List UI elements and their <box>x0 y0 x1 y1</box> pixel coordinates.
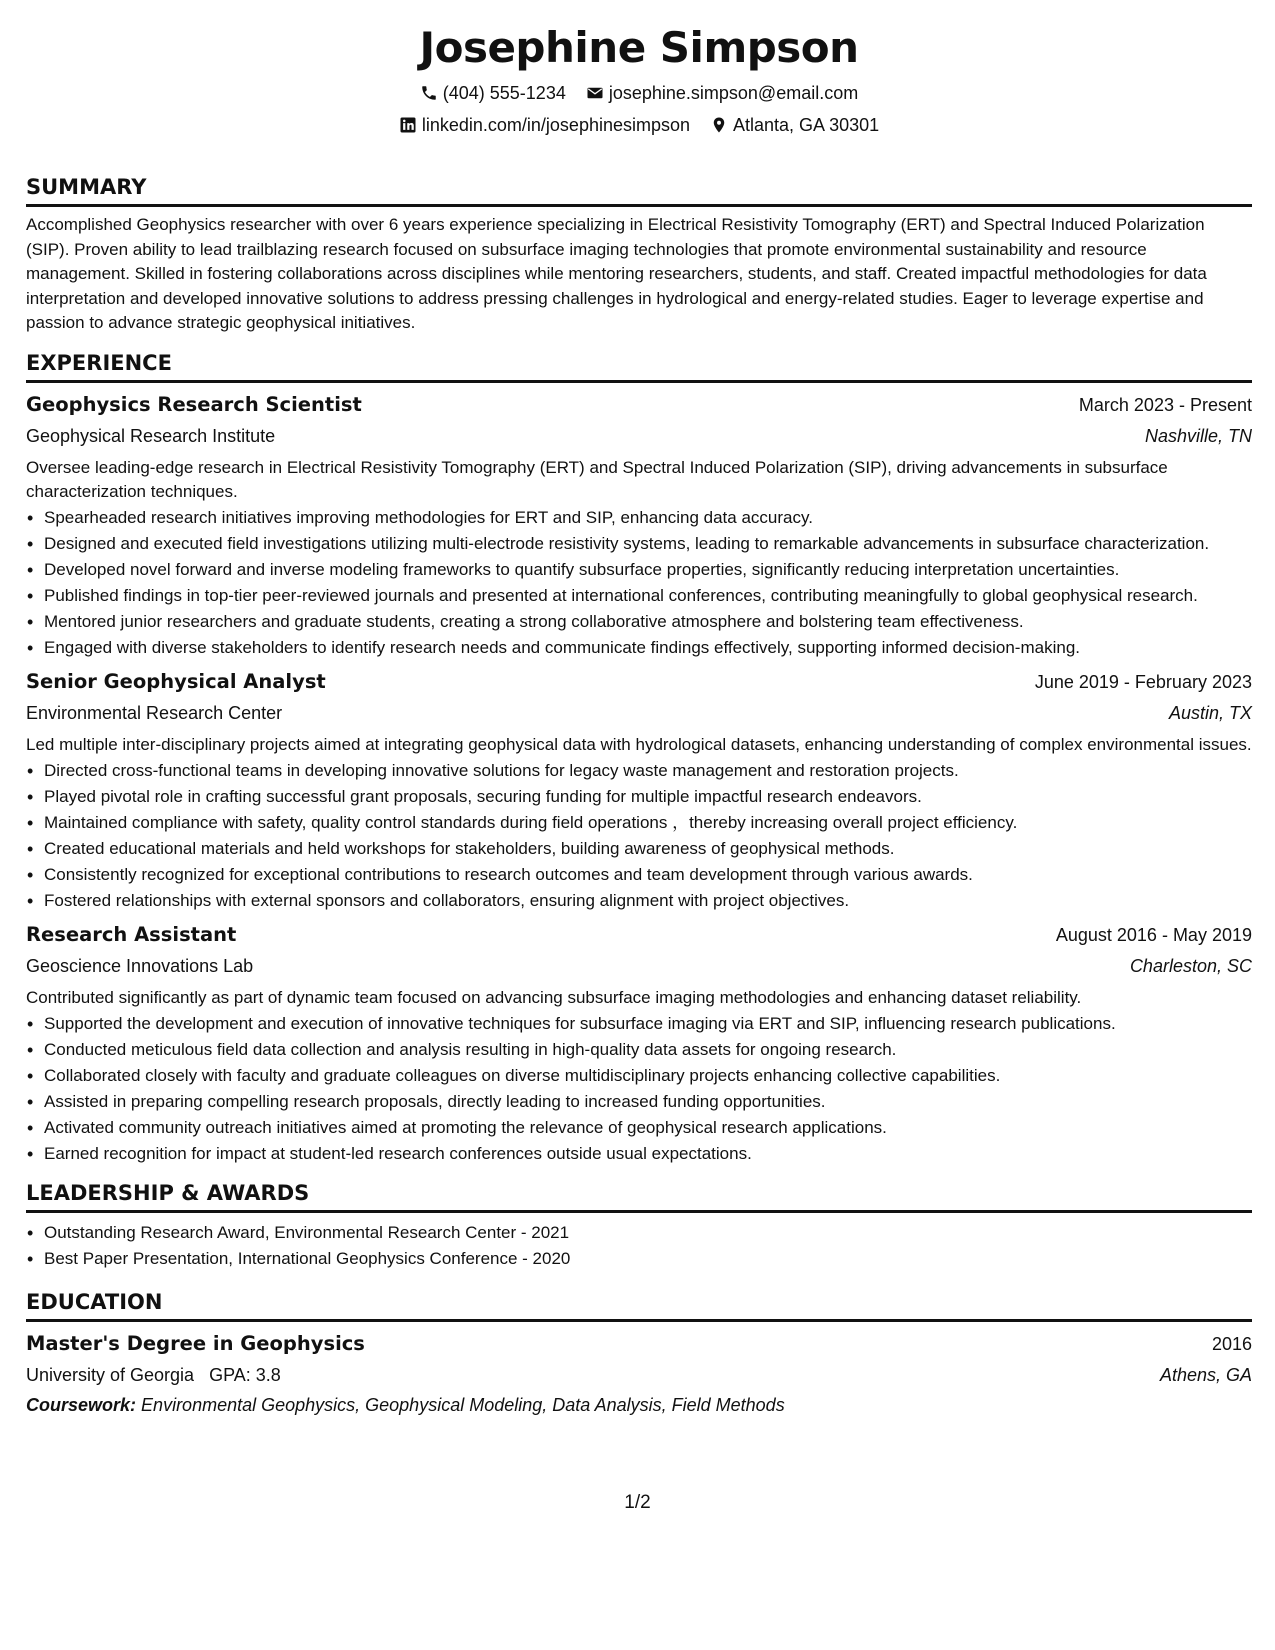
linkedin-icon <box>399 116 417 134</box>
summary-section <box>26 174 1252 336</box>
award-item: • Best Paper Presentation, International Geophysics Conference - 2020 <box>44 1247 1252 1271</box>
job-description: Oversee leading-edge research in Electrical Resistivity Tomography (ERT) and Spectral Induced Polarization (SIP), driving advancements in subsurface characterization techniques. <box>26 457 1168 501</box>
job-org-row <box>26 421 1252 452</box>
section-title-experience: EXPERIENCE <box>26 350 1252 383</box>
job-bullet: • Collaborated closely with faculty and graduate colleagues on diverse multidisciplinary projects enhancing collective capabilities. <box>44 1064 1252 1088</box>
email-contact[interactable] <box>586 82 858 104</box>
experience-section <box>26 350 1252 1166</box>
job-bullet: • Consistently recognized for exceptional contributions to research outcomes and team development through various awards. <box>44 863 1252 887</box>
job-bullet: • Activated community outreach initiatives aimed at promoting the relevance of geophysical research applications. <box>44 1116 1252 1140</box>
job-header-row <box>26 919 1252 951</box>
job-entry <box>26 666 1252 913</box>
job-entry <box>26 389 1252 660</box>
page-number: 1/2 <box>624 1492 651 1513</box>
job-description: Led multiple inter-disciplinary projects aimed at integrating geophysical data with hydrological datasets, enhancing understanding of complex environmental issues. <box>26 734 1252 754</box>
job-title: Geophysics Research Scientist <box>26 392 362 416</box>
job-description: Contributed significantly as part of dynamic team focused on advancing subsurface imaging methodologies and enhancing dataset reliability. <box>26 987 1082 1007</box>
phone-contact <box>420 82 566 104</box>
education-school-row <box>26 1360 1252 1391</box>
job-bullet: • Maintained compliance with safety, quality control standards during field operations ，thereby increasing overall project efficiency. <box>44 811 1252 835</box>
job-bullet: • Developed novel forward and inverse modeling frameworks to quantify subsurface properties, significantly reducing interpretation uncertainties. <box>44 558 1252 582</box>
phone-icon <box>420 84 438 102</box>
section-title-summary: SUMMARY <box>26 174 1252 207</box>
job-bullet: • Created educational materials and held workshops for stakeholders, building awareness of geophysical methods. <box>44 837 1252 861</box>
location-contact <box>710 114 879 136</box>
job-organization: Geoscience Innovations Lab <box>26 955 254 976</box>
map-pin-icon <box>710 116 728 134</box>
job-header-row <box>26 666 1252 698</box>
coursework-list: Environmental Geophysics, Geophysical Modeling, Data Analysis, Field Methods <box>141 1394 785 1415</box>
section-title-education: EDUCATION <box>26 1289 1252 1322</box>
job-bullet: • Engaged with diverse stakeholders to identify research needs and communicate findings effectively, supporting informed decision-making. <box>44 636 1252 660</box>
summary-text: Accomplished Geophysics researcher with over 6 years experience specializing in Electrical Resistivity Tomography (ERT) and Spectral Induced Polarization (SIP). Proven ability to lead trailblazing research focused on subsurface imaging technologies that promote environmental sustainability and resource management. Skilled in fostering collaborations across disciplines while mentoring researchers, students, and staff. Created impactful methodologies for data interpretation and developed innovative solutions to address pressing challenges in hydrological and energy-related studies. Eager to leverage expertise and passion to advance strategic geophysical initiatives. <box>26 215 1207 332</box>
job-location: Nashville, TN <box>1144 425 1252 446</box>
resume-header <box>26 0 1252 136</box>
job-bullets <box>26 1012 1252 1166</box>
gpa: GPA: 3.8 <box>209 1364 281 1385</box>
linkedin-contact[interactable] <box>399 114 690 136</box>
candidate-name: Josephine Simpson <box>419 23 859 72</box>
coursework-label: Coursework: <box>26 1394 137 1415</box>
education-header-row <box>26 1328 1252 1360</box>
job-dates: March 2023 - Present <box>1078 394 1252 415</box>
job-entry <box>26 919 1252 1166</box>
degree-title: Master's Degree in Geophysics <box>26 1331 365 1355</box>
graduation-year: 2016 <box>1211 1333 1252 1354</box>
job-bullets <box>26 759 1252 913</box>
phone-text: (404) 555-1234 <box>442 83 566 103</box>
job-bullet: • Supported the development and execution of innovative techniques for subsurface imaging via ERT and SIP, influencing research publications. <box>44 1012 1252 1036</box>
job-bullet: • Assisted in preparing compelling research proposals, directly leading to increased funding opportunities. <box>44 1090 1252 1114</box>
job-location: Austin, TX <box>1168 702 1252 723</box>
job-bullets <box>26 506 1252 660</box>
job-org-row <box>26 698 1252 729</box>
job-organization: Environmental Research Center <box>26 702 283 723</box>
job-title: Research Assistant <box>26 922 237 946</box>
job-bullet: • Conducted meticulous field data collection and analysis resulting in high-quality data assets for ongoing research. <box>44 1038 1252 1062</box>
job-bullet: • Played pivotal role in crafting successful grant proposals, securing funding for multiple impactful research endeavors. <box>44 785 1252 809</box>
school-info <box>26 1360 281 1391</box>
job-bullet: • Fostered relationships with external sponsors and collaborators, ensuring alignment with project objectives. <box>44 889 1252 913</box>
job-org-row <box>26 951 1252 982</box>
section-title-awards: LEADERSHIP & AWARDS <box>26 1180 1252 1213</box>
job-bullet: • Spearheaded research initiatives improving methodologies for ERT and SIP, enhancing data accuracy. <box>44 506 1252 530</box>
location-text: Atlanta, GA 30301 <box>733 115 880 135</box>
job-organization: Geophysical Research Institute <box>26 425 276 446</box>
job-bullet: • Designed and executed field investigations utilizing multi-electrode resistivity systems, leading to remarkable advancements in subsurface characterization. <box>44 532 1252 556</box>
job-list <box>26 389 1252 1166</box>
job-bullet: • Earned recognition for impact at student-led research conferences outside usual expectations. <box>44 1142 1252 1166</box>
contact-line-2 <box>26 114 1252 136</box>
school-location: Athens, GA <box>1159 1364 1252 1385</box>
envelope-icon <box>586 84 604 102</box>
linkedin-link[interactable]: linkedin.com/in/josephinesimpson <box>421 115 691 135</box>
school-name: University of Georgia <box>26 1364 195 1385</box>
email-link[interactable]: josephine.simpson@email.com <box>608 83 859 103</box>
job-location: Charleston, SC <box>1129 955 1252 976</box>
job-bullet: • Mentored junior researchers and graduate students, creating a strong collaborative atmosphere and bolstering team effectiveness. <box>44 610 1252 634</box>
awards-section <box>26 1180 1252 1271</box>
resume-page <box>26 0 1252 1419</box>
job-bullet: • Directed cross-functional teams in developing innovative solutions for legacy waste management and restoration projects. <box>44 759 1252 783</box>
job-bullet: • Published findings in top-tier peer-reviewed journals and presented at international conferences, contributing meaningfully to global geophysical research. <box>44 584 1252 608</box>
awards-list <box>26 1221 1252 1271</box>
job-title: Senior Geophysical Analyst <box>26 669 326 693</box>
contact-line-1 <box>26 82 1252 104</box>
coursework <box>26 1391 1252 1419</box>
education-section <box>26 1289 1252 1419</box>
award-item: • Outstanding Research Award, Environmental Research Center - 2021 <box>44 1221 1252 1245</box>
job-dates: August 2016 - May 2019 <box>1055 924 1252 945</box>
job-dates: June 2019 - February 2023 <box>1034 671 1252 692</box>
job-header-row <box>26 389 1252 421</box>
